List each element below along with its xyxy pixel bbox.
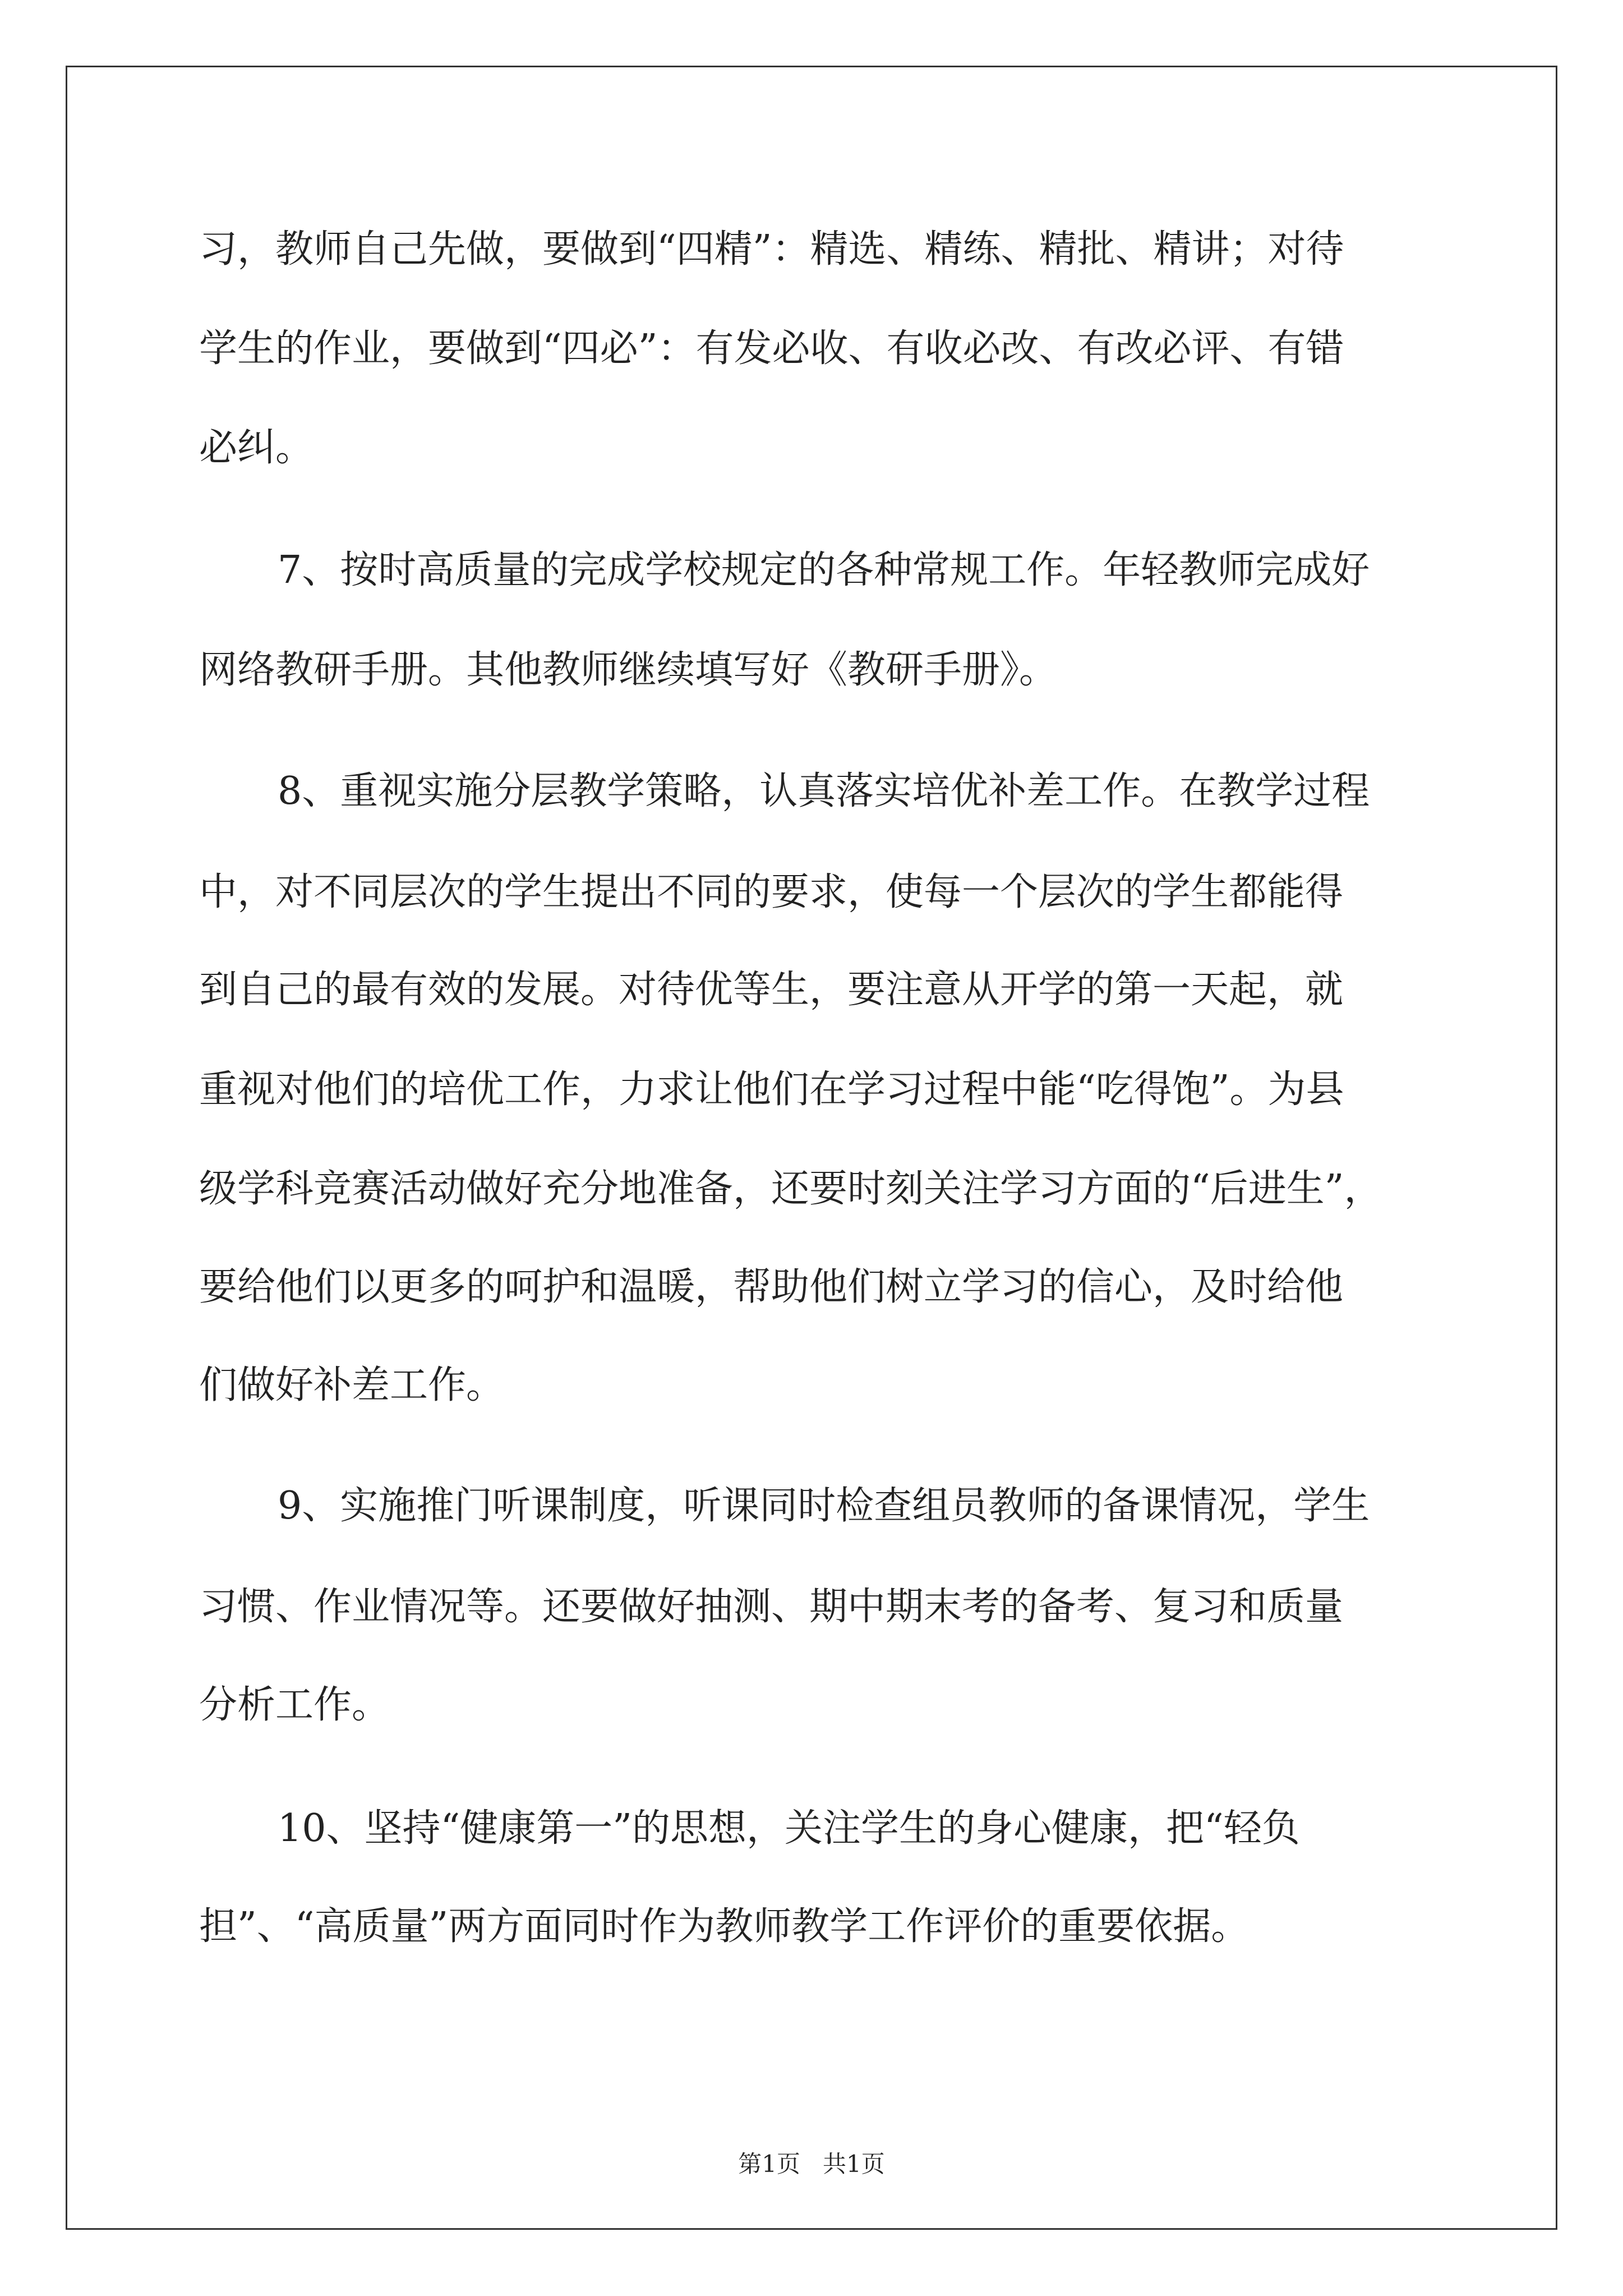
text-line: 中，对不同层次的学生提出不同的要求，使每一个层次的学生都能得	[199, 870, 1344, 914]
text-line: 网络教研手册。其他教师继续填写好《教研手册》。	[199, 648, 1058, 692]
text-line: 7、按时高质量的完成学校规定的各种常规工作。年轻教师完成好	[278, 548, 1370, 592]
page-footer: 第1页 共1页	[738, 2150, 885, 2178]
text-line: 级学科竞赛活动做好充分地准备，还要时刻关注学习方面的“后进生”，	[199, 1167, 1382, 1211]
text-line: 学生的作业，要做到“四必”：有发必收、有收必改、有改必评、有错	[199, 326, 1344, 371]
text-line: 10、坚持“健康第一”的思想，关注学生的身心健康，把“轻负	[278, 1806, 1300, 1851]
text-line: 8、重视实施分层教学策略，认真落实培优补差工作。在教学过程	[278, 769, 1370, 813]
text-line: 们做好补差工作。	[199, 1363, 505, 1407]
text-line: 习惯、作业情况等。还要做好抽测、期中期末考的备考、复习和质量	[199, 1585, 1344, 1629]
text-line: 9、实施推门听课制度，听课同时检查组员教师的备课情况，学生	[278, 1484, 1370, 1528]
text-line: 重视对他们的培优工作，力求让他们在学习过程中能“吃得饱”。为县	[199, 1068, 1344, 1112]
text-line: 必纠。	[199, 426, 314, 470]
text-line: 到自己的最有效的发展。对待优等生，要注意从开学的第一天起，就	[199, 968, 1344, 1012]
text-line: 习，教师自己先做，要做到“四精”：精选、精练、精批、精讲；对待	[199, 227, 1344, 272]
text-line: 担”、“高质量”两方面同时作为教师教学工作评价的重要依据。	[199, 1904, 1249, 1949]
text-line: 要给他们以更多的呵护和温暖，帮助他们树立学习的信心，及时给他	[199, 1265, 1344, 1309]
text-line: 分析工作。	[199, 1683, 390, 1727]
